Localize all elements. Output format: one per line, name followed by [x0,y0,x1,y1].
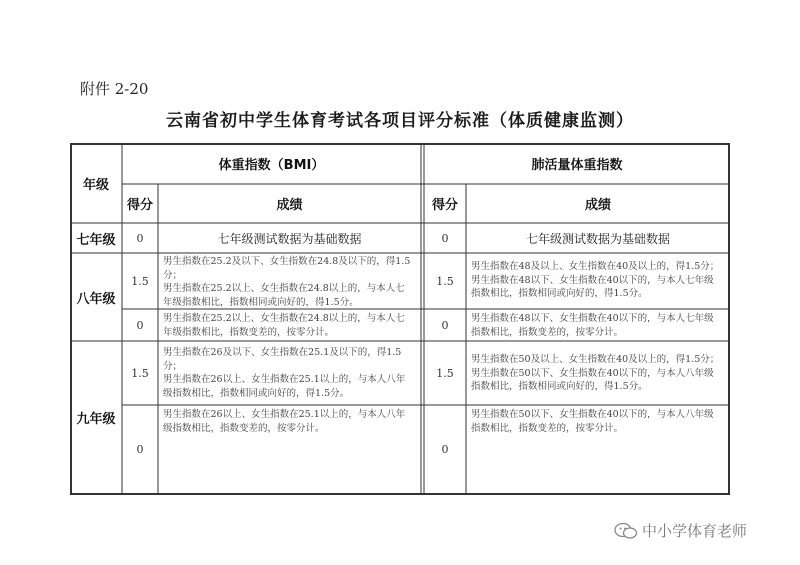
scoring-table [70,143,730,495]
header-grade: 年级 [82,177,109,193]
grade-9-a-bmi-text: 男生指数在26及以下、女生指数在25.1及以下的，得1.5 分； 男生指数在26以上、女生指数在25.1以上的，与本人八年 级指数相比，指数相同或向好的，得1.5分。 [163,347,406,399]
grade-9-b-bmi-text: 男生指数在26以上、女生指数在25.1以上的，与本人八年 级指数相比，指数变差的，按零分计。 [163,409,406,434]
grade-9-a-bmi-score: 1.5 [131,366,149,380]
grade-9-label: 九年级 [76,412,116,427]
header-lung: 肺活量体重指数 [531,158,623,173]
grade-7-label: 七年级 [76,232,116,248]
attachment-label: 附件 2-20 [80,80,149,98]
grade-7-lung-text: 七年级测试数据为基础数据 [525,231,670,246]
header-bmi: 体重指数（BMI） [218,158,325,173]
grade-8-b-lung-score: 0 [441,318,449,332]
grade-9-b-bmi-score: 0 [136,443,144,456]
grade-8-b-bmi-text: 男生指数在25.2以上、女生指数在24.8以上的，与本人七 年级指数相比，指数变差的，按零分计。 [163,313,405,338]
grade-9-b-lung-score: 0 [441,443,449,456]
grade-9-b-lung-text: 男生指数在50以下、女生指数在40以下的，与本人八年级 指数相比，指数变差的，按零分计。 [471,409,714,434]
watermark-text: 中小学体育老师 [642,522,748,540]
grade-8-a-lung-text: 男生指数在48及以上、女生指数在40及以上的，得1.5分； 男生指数在48以下、女生指数在40以下的，与本人七年级 指数相比，指数相同或向好的，得1.5分。 [471,261,720,299]
header-bmi-result: 成绩 [276,198,303,213]
grade-7-lung-score: 0 [441,231,449,245]
header-bmi-score: 得分 [126,198,153,213]
grade-7-bmi-text: 七年级测试数据为基础数据 [217,231,362,246]
grade-7-bmi-score: 0 [136,231,144,245]
header-lung-result: 成绩 [584,198,611,213]
grade-9-a-lung-score: 1.5 [436,366,454,380]
watermark [614,520,747,541]
grade-8-a-bmi-text: 男生指数在25.2及以下、女生指数在24.8及以下的，得1.5 分； 男生指数在25.2以上、女生指数在24.8以上的，与本人七 年级指数相比，指数相同或向好的，得1.5分。 [163,256,411,308]
header-lung-score: 得分 [431,198,458,213]
grade-8-label: 八年级 [76,291,116,307]
grade-9-a-lung-text: 男生指数在50及以上、女生指数在40及以上的，得1.5分； 男生指数在50以下、女生指数在40以下的，与本人八年级 指数相比，指数相同或向好的，得1.5分。 [471,354,720,392]
grade-8-b-lung-text: 男生指数在48以下、女生指数在40以下的，与本人七年级 指数相比，指数变差的，按零分计。 [471,313,714,338]
wechat-icon [614,522,638,540]
grade-8-a-bmi-score: 1.5 [131,274,149,288]
grade-8-a-lung-score: 1.5 [436,274,454,288]
grade-8-b-bmi-score: 0 [136,318,144,332]
document-title: 云南省初中学生体育考试各项目评分标准（体质健康监测） [166,111,634,131]
